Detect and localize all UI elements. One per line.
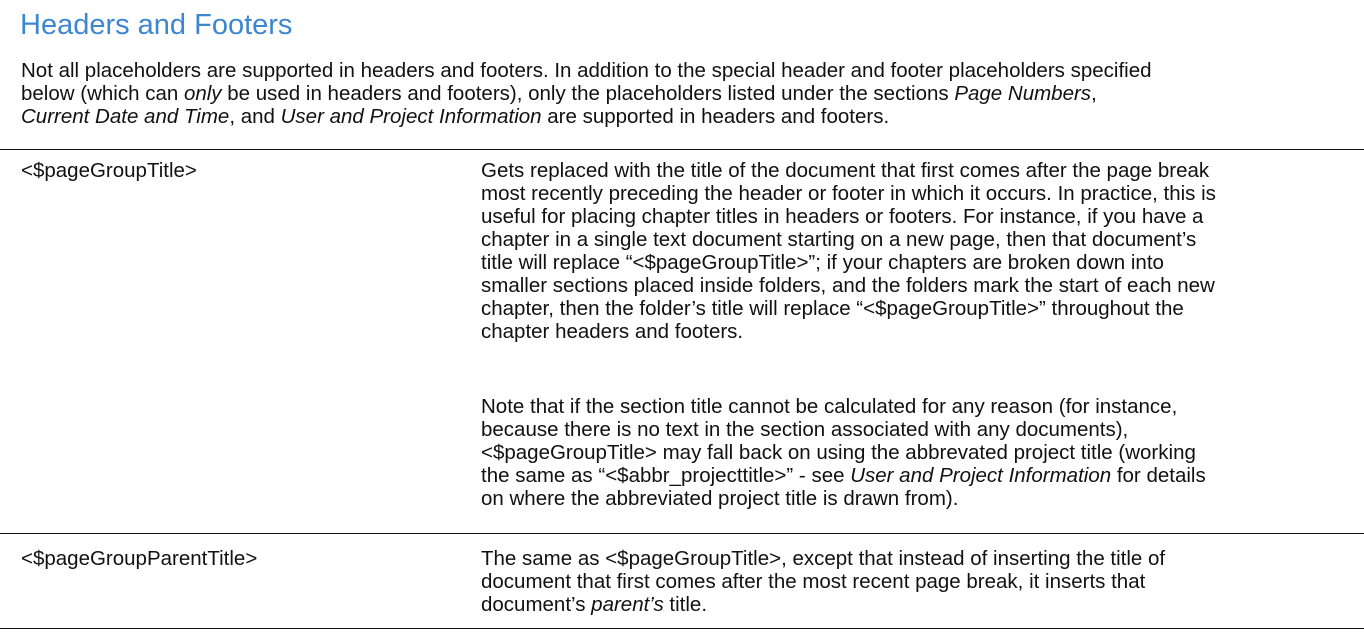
placeholder-description [481,547,1351,616]
note-line: on where the abbreviated project title is drawn from). [481,487,959,510]
note-text: the same as “<$abbr_projecttitle>” - see [481,464,851,487]
intro-paragraph [21,59,1356,128]
description-line: title will replace “<$pageGroupTitle>”; if your chapters are broken down into [481,251,1164,274]
note-line: because there is no text in the section associated with any documents), [481,418,1129,441]
intro-text: below (which can [21,82,184,105]
intro-line-2 [21,82,1097,105]
row-divider [0,533,1364,534]
table-top-rule [0,149,1364,150]
intro-text: are supported in headers and footers. [541,105,890,128]
placeholder-term: <$pageGroupParentTitle> [21,547,258,570]
note-line: <$pageGroupTitle> may fall back on using the abbrevated project title (working [481,441,1196,464]
description-line: useful for placing chapter titles in headers or footers. For instance, if you have a [481,205,1204,228]
description-line: The same as <$pageGroupTitle>, except that instead of inserting the title of [481,547,1166,570]
description-line: document that first comes after the most recent page break, it inserts that [481,570,1146,593]
description-line: most recently preceding the header or footer in which it occurs. In practice, this is [481,182,1216,205]
emphasis-user-project-info: User and Project Information [850,464,1112,487]
description-line: smaller sections placed inside folders, and the folders mark the start of each new [481,274,1215,297]
description-line: chapter, then the folder’s title will replace “<$pageGroupTitle>” throughout the [481,297,1184,320]
intro-text: be used in headers and footers), only the placeholders listed under the sections [221,82,955,105]
placeholder-description [481,159,1351,343]
description-text: document’s [481,593,592,616]
note-text: for details [1111,464,1206,487]
emphasis-page-numbers: Page Numbers [954,82,1092,105]
description-line: chapter headers and footers. [481,320,744,343]
emphasis-current-date-time: Current Date and Time [21,105,230,128]
note-line [481,464,1351,487]
placeholder-term: <$pageGroupTitle> [21,159,197,182]
note-line: Note that if the section title cannot be calculated for any reason (for instance, [481,395,1178,418]
intro-line-3 [21,105,889,128]
description-line [481,593,1351,616]
placeholder-note [481,395,1351,510]
emphasis-user-project-info: User and Project Information [280,105,542,128]
intro-line-1: Not all placeholders are supported in headers and footers. In addition to the special header and footer placeholders specified [21,59,1152,82]
intro-text: , [1091,82,1097,105]
description-line: Gets replaced with the title of the document that first comes after the page break [481,159,1210,182]
table-bottom-rule [0,628,1364,629]
description-text: title. [663,593,708,616]
description-line: chapter in a single text document starting on a new page, then that document’s [481,228,1197,251]
section-heading: Headers and Footers [20,9,293,41]
intro-text: , and [229,105,281,128]
emphasis-only: only [183,82,222,105]
emphasis-parents: parent’s [591,593,664,616]
